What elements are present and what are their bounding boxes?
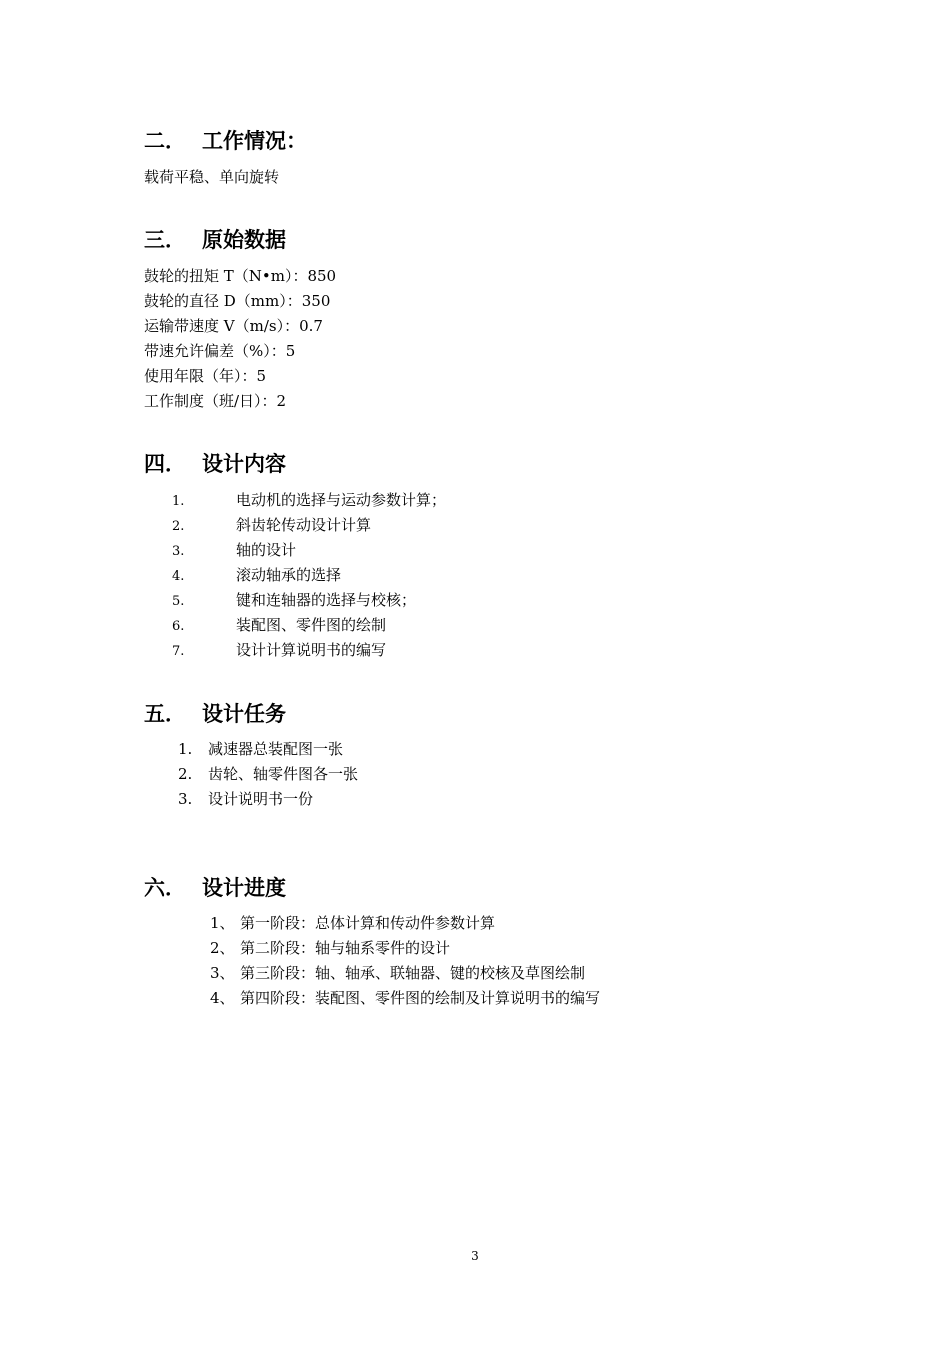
section-heading (144, 127, 844, 155)
list-index: 1. (172, 494, 185, 509)
list-item (144, 563, 844, 588)
data-line-speed: 运输带速度 V（m/s）：0.7 (144, 317, 323, 335)
list-item (144, 737, 844, 762)
list-index: 5. (172, 594, 185, 609)
list-index: 3、 (210, 964, 235, 982)
design-schedule-list (144, 911, 844, 1011)
list-text: 第四阶段：装配图、零件图的绘制及计算说明书的编写 (240, 989, 601, 1007)
list-item (144, 986, 844, 1011)
section-design-schedule (144, 874, 844, 1011)
list-item (144, 638, 844, 663)
section-original-data (144, 226, 844, 414)
section-title: 设计内容 (202, 452, 286, 476)
data-lines (144, 264, 844, 414)
section-design-content (144, 450, 844, 663)
list-text: 第三阶段：轴、轴承、联轴器、键的校核及草图绘制 (240, 964, 586, 982)
list-index: 2、 (210, 939, 235, 957)
list-text: 第一阶段：总体计算和传动件参数计算 (240, 914, 496, 932)
list-item (144, 538, 844, 563)
list-item (144, 488, 844, 513)
list-item (144, 613, 844, 638)
list-item (144, 787, 844, 812)
data-line-service-life: 使用年限（年）：5 (144, 367, 267, 385)
data-line-diameter: 鼓轮的直径 D（mm）：350 (144, 292, 331, 310)
list-text: 齿轮、轴零件图各一张 (208, 765, 359, 783)
list-index: 1、 (210, 914, 235, 932)
list-item (144, 762, 844, 787)
section-number: 二． (144, 129, 186, 153)
section-title: 设计任务 (202, 702, 286, 726)
section-number: 三． (144, 228, 186, 252)
list-text: 第二阶段：轴与轴系零件的设计 (240, 939, 451, 957)
list-text: 斜齿轮传动设计计算 (236, 516, 372, 534)
list-index: 4、 (210, 989, 235, 1007)
list-text: 电动机的选择与运动参数计算； (236, 491, 447, 509)
paragraph: 载荷平稳、单向旋转 (144, 168, 280, 186)
page-number: 3 (471, 1249, 479, 1263)
list-text: 轴的设计 (236, 541, 297, 559)
section-heading (144, 700, 844, 728)
list-index: 4. (172, 569, 185, 584)
list-index: 6. (172, 619, 185, 634)
list-index: 2. (172, 519, 185, 534)
section-title: 工作情况： (202, 129, 307, 153)
list-index: 1. (178, 740, 193, 758)
list-text: 滚动轴承的选择 (236, 566, 342, 584)
section-title: 设计进度 (202, 876, 286, 900)
list-index: 2. (178, 765, 193, 783)
list-index: 3. (172, 544, 185, 559)
list-text: 键和连轴器的选择与校核； (236, 591, 417, 609)
list-text: 减速器总装配图一张 (208, 740, 344, 758)
data-line-shift: 工作制度（班/日）：2 (144, 392, 287, 410)
data-line-tolerance: 带速允许偏差（%）：5 (144, 342, 296, 360)
section-heading (144, 874, 844, 902)
list-item (144, 513, 844, 538)
list-index: 7. (172, 644, 185, 659)
list-item (144, 936, 844, 961)
list-text: 设计计算说明书的编写 (236, 641, 387, 659)
section-number: 四． (144, 452, 186, 476)
design-tasks-list (144, 737, 844, 812)
list-text: 装配图、零件图的绘制 (236, 616, 387, 634)
section-design-tasks (144, 700, 844, 812)
list-item (144, 588, 844, 613)
section-heading (144, 226, 844, 254)
section-number: 六． (144, 876, 186, 900)
list-item (144, 961, 844, 986)
list-index: 3. (178, 790, 193, 808)
section-heading (144, 450, 844, 478)
list-item (144, 911, 844, 936)
list-text: 设计说明书一份 (208, 790, 314, 808)
section-work-conditions (144, 127, 844, 190)
data-line-torque: 鼓轮的扭矩 T（N•m）：850 (144, 267, 337, 285)
section-number: 五． (144, 702, 186, 726)
section-title: 原始数据 (202, 228, 286, 252)
design-content-list (144, 488, 844, 663)
